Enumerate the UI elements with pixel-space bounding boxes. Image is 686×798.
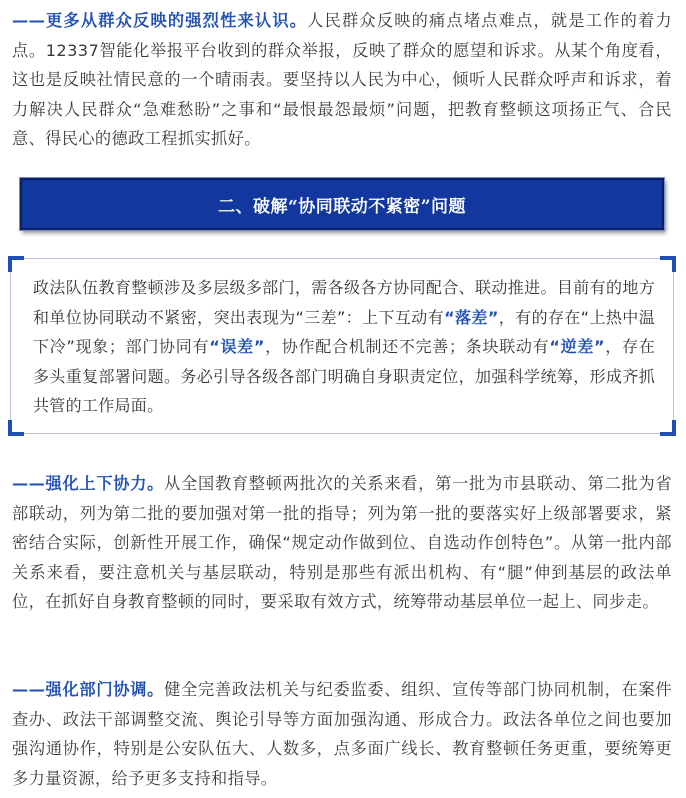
paragraph-department-coordination (12, 675, 672, 793)
box-text-part: ，协作配合机制还不完善；条块联动有 (264, 337, 550, 356)
paragraph-lead: ——更多从群众反映的强烈性来认识。 (12, 11, 308, 30)
section-banner (20, 178, 664, 230)
corner-decoration (660, 256, 676, 272)
highlight-term: “误差” (209, 337, 265, 356)
highlight-box-text (33, 273, 655, 421)
corner-decoration (660, 420, 676, 436)
paragraph-lead: ——强化上下协力。 (12, 474, 165, 493)
box-text-part: ，有的存在“上热中温下冷”现象；部门协同有 (33, 307, 655, 356)
paragraph-body: 人民群众反映的痛点堵点难点，就是工作的着力点。12337智能化举报平台收到的群众举报，反映了群众的愿望和诉求。从某个角度看，这也是反映社情民意的一个晴雨表。要坚持以人民为中心，倾听人民群众呼声和诉求，着力解决人民群众“急难愁盼”之事和“最恨最怨最烦”问题，把教育整顿这项扬正气、合民意、得民心的德政工程抓实抓好。 (12, 11, 672, 148)
paragraph-public-feedback (12, 6, 672, 154)
box-text-part: ，存在多头重复部署问题。务必引导各级各部门明确自身职责定位，加强科学统筹，形成齐抓共管的工作局面。 (33, 337, 656, 415)
paragraph-body: 健全完善政法机关与纪委监委、组织、宣传等部门协同机制，在案件查办、政法干部调整交流、舆论引导等方面加强沟通、形成合力。政法各单位之间也要加强沟通协作，特别是公安队伍大、人数多，点多面广线长、教育整顿任务更重，要统筹更多力量资源，给予更多支持和指导。 (12, 680, 672, 788)
highlight-term: “逆差” (549, 337, 605, 356)
paragraph-body: 从全国教育整顿两批次的关系来看，第一批为市县联动、第二批为省部联动，列为第二批的要加强对第一批的指导；列为第一批的要落实好上级部署要求，紧密结合实际，创新性开展工作，确保“规定动作做到位、自选动作创特色”。从第一批内部关系来看，要注意机关与基层联动，特别是那些有派出机构、有“腿”伸到基层的政法单位，在抓好自身教育整顿的同时，要采取有效方式，统筹带动基层单位一起上、同步走。 (12, 474, 672, 611)
paragraph-lead: ——强化部门协调。 (12, 680, 165, 699)
highlight-box (10, 258, 674, 434)
corner-decoration (8, 256, 24, 272)
corner-decoration (8, 420, 24, 436)
section-title: 二、破解“协同联动不紧密”问题 (217, 196, 467, 217)
paragraph-top-down-coordination (12, 469, 672, 617)
box-text-part: 政法队伍教育整顿涉及多层级多部门，需各级各方协同配合、联动推进。目前有的地方和单位协同联动不紧密，突出表现为“三差”：上下互动有 (33, 278, 655, 327)
highlight-term: “落差” (444, 307, 499, 327)
